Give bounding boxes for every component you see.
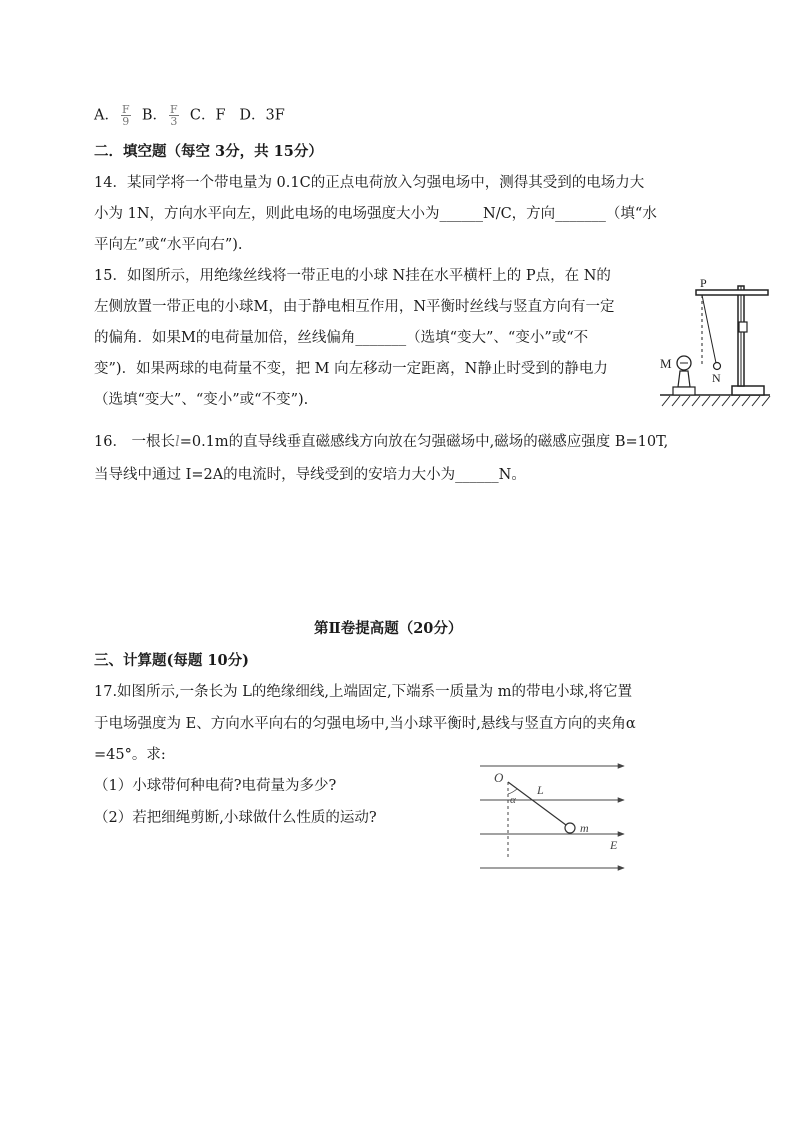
q17-sub1: （1）小球带何种电荷?电荷量为多少? xyxy=(94,778,337,794)
label-m: M xyxy=(660,356,672,371)
q16-text-after: =0.1m的直导线垂直磁感线方向放在匀强磁场中,磁场的磁感应强度 B=10T, xyxy=(179,434,669,450)
q13-option-d: D．3F xyxy=(239,107,285,124)
label-e: E xyxy=(610,838,618,852)
crossbar xyxy=(696,290,768,295)
q15-figure xyxy=(656,274,774,408)
ground-hatch xyxy=(662,396,770,406)
label-l: L xyxy=(537,783,544,797)
q17-line3: =45°。求: xyxy=(94,747,166,763)
q17-line1: 17.如图所示,一条长为 L的绝缘细线,上端固定,下端系一质量为 m的带电小球,将它置 xyxy=(94,684,633,700)
q14-line2: 小为 1N，方向水平向左，则此电场的电场强度大小为______N/C，方向_______（填“水 xyxy=(94,206,657,222)
q15-line3: 的偏角．如果M的电荷量加倍，丝线偏角_______（选填“变大”、“变小”或“不 xyxy=(94,330,589,346)
q14-line3: 平向左”或“水平向右”). xyxy=(94,237,243,253)
q15-line2: 左侧放置一带正电的小球M，由于静电相互作用，N平衡时丝线与竖直方向有一定 xyxy=(94,299,615,315)
q16-text-before: 16． 一根长 xyxy=(94,434,176,450)
q13-option-a-label: A． xyxy=(94,107,119,124)
q13-option-c: C．F xyxy=(189,107,226,124)
ball-n xyxy=(714,363,721,370)
label-alpha: α xyxy=(510,794,516,806)
label-o: O xyxy=(494,770,504,785)
q17-sub2: （2）若把细绳剪断,小球做什么性质的运动? xyxy=(94,810,377,826)
q16-line2: 当导线中通过 I=2A的电流时，导线受到的安培力大小为______N。 xyxy=(94,467,526,483)
q14-line1: 14．某同学将一个带电量为 0.1C的正点电荷放入匀强电场中，测得其受到的电场力大 xyxy=(94,175,645,191)
q13-option-b-label: B． xyxy=(141,107,167,124)
ball-m-stand xyxy=(678,371,690,387)
silk-thread xyxy=(702,295,716,363)
q15-line1: 15．如图所示，用绝缘丝线将一带正电的小球 N挂在水平横杆上的 P点，在 N的 xyxy=(94,268,611,284)
section3-heading: 三、计算题(每题 10分) xyxy=(94,652,249,669)
label-p: P xyxy=(700,276,707,290)
pole-clamp xyxy=(739,322,747,332)
stand-base xyxy=(732,386,764,395)
q13-options xyxy=(94,104,285,127)
q15-line5: （选填“变大”、“变小”或“不变”). xyxy=(94,392,309,408)
q17-figure xyxy=(472,760,632,876)
q13-option-b-fraction: $\frac{F}{3}$ xyxy=(170,103,178,128)
charged-ball xyxy=(565,823,575,833)
q13-option-a-fraction: $\frac{F}{9}$ xyxy=(121,103,130,128)
q17-line2: 于电场强度为 E、方向水平向右的匀强电场中,当小球平衡时,悬线与竖直方向的夹角α xyxy=(94,716,636,732)
q16-line1 xyxy=(94,432,668,452)
label-m: m xyxy=(580,821,589,835)
ball-m-stand-base xyxy=(673,387,695,395)
section2-heading: 二．填空题（每空 3分，共 15分） xyxy=(94,143,323,160)
q15-line4: 变”)．如果两球的电荷量不变，把 M 向左移动一定距离，N静止时受到的静电力 xyxy=(94,361,608,377)
label-n: N xyxy=(712,371,721,385)
q16-length-symbol: l xyxy=(175,434,180,450)
part2-title: 第Ⅱ卷提高题（20分） xyxy=(314,620,463,637)
